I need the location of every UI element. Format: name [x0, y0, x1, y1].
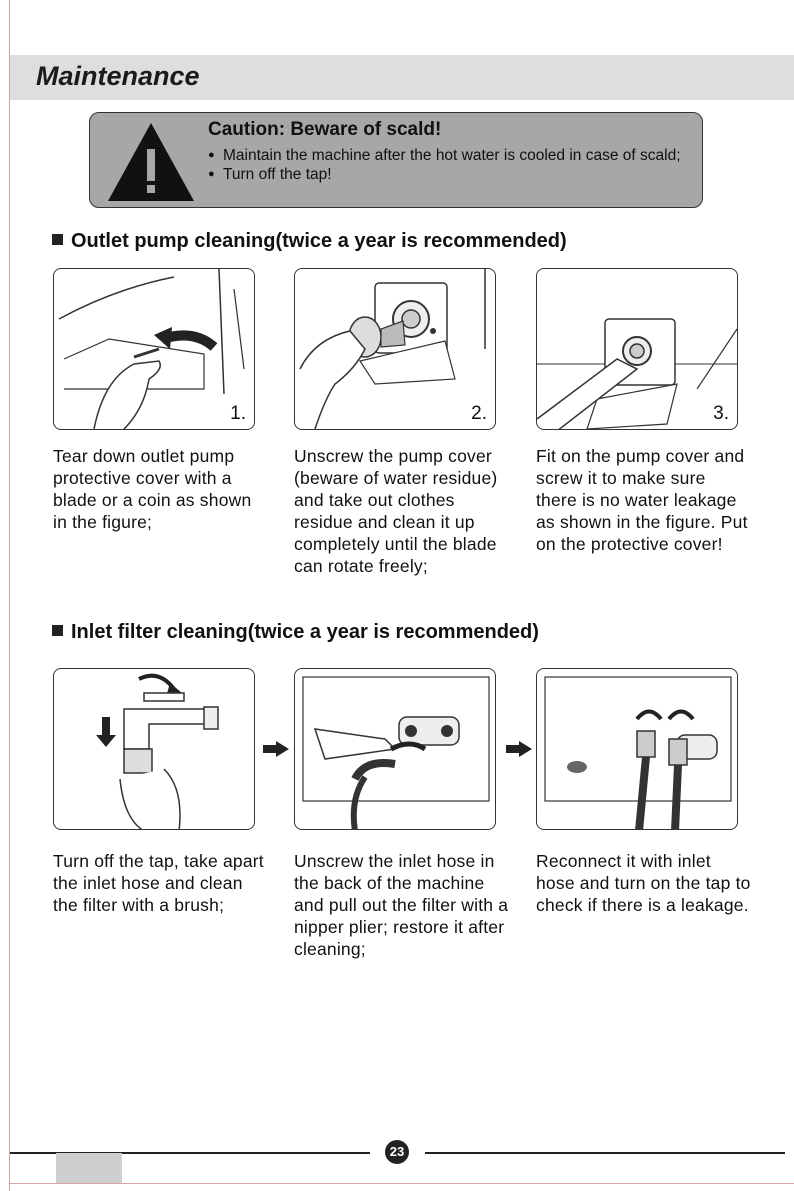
inlet-step-1-illustration	[53, 668, 255, 830]
caution-box	[89, 112, 703, 208]
inlet-step-1-text: Turn off the tap, take apart the inlet hose and clean the filter with a brush;	[53, 851, 264, 915]
square-bullet-icon	[52, 625, 63, 636]
outlet-step-3-text: Fit on the pump cover and screw it to make sure there is no water leakage as shown in the figure. Put on the protective cover!	[536, 446, 748, 554]
outlet-heading-text: Outlet pump cleaning(twice a year is recommended)	[71, 230, 567, 252]
inlet-step-3-text: Reconnect it with inlet hose and turn on the tap to check if there is a leakage.	[536, 851, 751, 915]
inlet-step-2-text: Unscrew the inlet hose in the back of the machine and pull out the filter with a nipper plier; restore it after cleaning;	[294, 851, 509, 959]
outlet-step-1-illustration	[53, 268, 255, 430]
inlet-hose-reconnect-illustration	[537, 669, 738, 830]
arrow-right-icon	[506, 741, 532, 762]
header-band	[10, 55, 794, 100]
inlet-step-3-illustration	[536, 668, 738, 830]
footer-tab	[56, 1153, 122, 1183]
arrow-right-icon	[263, 741, 289, 762]
pump-cover-unscrew-illustration	[295, 269, 496, 430]
square-bullet-icon	[52, 234, 63, 245]
page-margin-line	[9, 0, 10, 1191]
step-number: 2.	[471, 403, 487, 424]
caution-title: Caution: Beware of scald!	[208, 119, 442, 140]
warning-icon	[106, 119, 196, 205]
tap-filter-illustration	[54, 669, 255, 830]
caution-item: ● Maintain the machine after the hot water is cooled in case of scald;	[208, 146, 698, 165]
caution-item: ● Turn off the tap!	[208, 165, 698, 184]
outlet-heading	[52, 230, 567, 253]
footer-rule-right	[425, 1152, 785, 1154]
bottom-margin-line	[10, 1183, 794, 1184]
outlet-step-2-text: Unscrew the pump cover (beware of water residue) and take out clothes residue and clean it up completely until the blade can rotate freely;	[294, 446, 498, 576]
pump-cover-removal-illustration	[54, 269, 255, 430]
outlet-step-2-illustration	[294, 268, 496, 430]
page-number: 23	[385, 1140, 409, 1164]
outlet-step-3-illustration	[536, 268, 738, 430]
step-number: 1.	[230, 403, 246, 424]
step-number: 3.	[713, 403, 729, 424]
inlet-heading	[52, 621, 539, 644]
inlet-step-2-illustration	[294, 668, 496, 830]
page-title: Maintenance	[36, 61, 200, 91]
pump-cover-refit-illustration	[537, 269, 738, 430]
caution-list	[208, 146, 698, 184]
inlet-hose-unscrew-illustration	[295, 669, 496, 830]
outlet-step-1-text: Tear down outlet pump protective cover with a blade or a coin as shown in the figure;	[53, 446, 252, 532]
inlet-heading-text: Inlet filter cleaning(twice a year is recommended)	[71, 621, 539, 643]
